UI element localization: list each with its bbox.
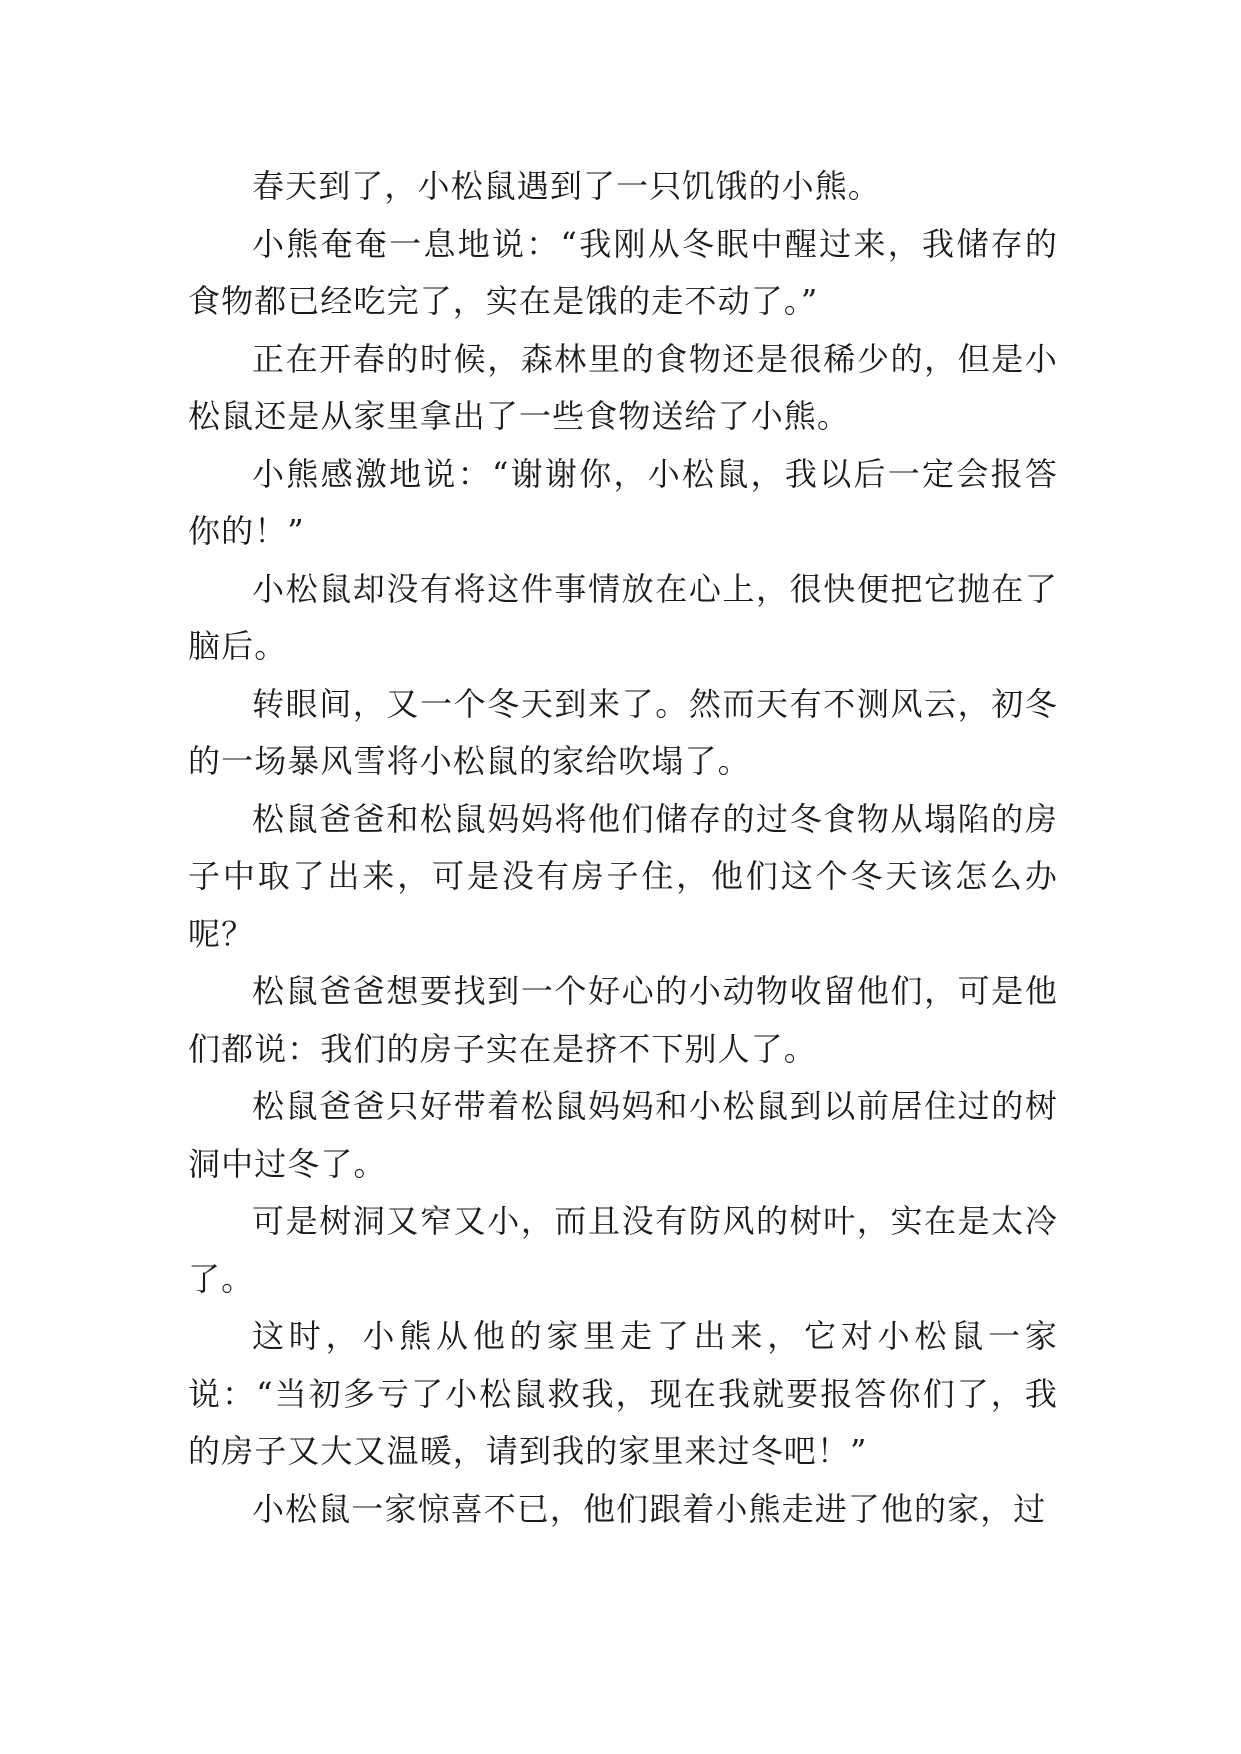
paragraph-12: 小松鼠一家惊喜不已，他们跟着小熊走进了他的家，过	[252, 1489, 1047, 1528]
paragraph-11: 这时，小熊从他的家里走了出来，它对小松鼠一家说：“当初多亏了小松鼠救我，现在我就要报答你们了，我的房子又大又温暖，请到我的家里来过冬吧！”	[188, 1317, 1058, 1470]
paragraph-10: 可是树洞又窄又小，而且没有防风的树叶，实在是太冷了。	[188, 1202, 1058, 1298]
paragraph-8: 松鼠爸爸想要找到一个好心的小动物收留他们，可是他们都说：我们的房子实在是挤不下别人了。	[188, 972, 1058, 1068]
paragraph-3: 正在开春的时候，森林里的食物还是很稀少的，但是小松鼠还是从家里拿出了一些食物送给了小熊。	[188, 339, 1058, 435]
paragraph-6: 转眼间，又一个冬天到来了。然而天有不测风云，初冬的一场暴风雪将小松鼠的家给吹塌了。	[188, 684, 1058, 780]
paragraph-5: 小松鼠却没有将这件事情放在心上，很快便把它抛在了脑后。	[188, 569, 1058, 665]
document-page	[188, 158, 1058, 1538]
paragraph-2: 小熊奄奄一息地说：“我刚从冬眠中醒过来，我储存的食物都已经吃完了，实在是饿的走不动了。”	[188, 224, 1058, 320]
paragraph-7: 松鼠爸爸和松鼠妈妈将他们储存的过冬食物从塌陷的房子中取了出来，可是没有房子住，他们这个冬天该怎么办呢？	[188, 799, 1058, 953]
paragraph-4: 小熊感激地说：“谢谢你，小松鼠，我以后一定会报答你的！”	[188, 454, 1058, 550]
paragraph-1: 春天到了，小松鼠遇到了一只饥饿的小熊。	[252, 167, 881, 205]
paragraph-9: 松鼠爸爸只好带着松鼠妈妈和小松鼠到以前居住过的树洞中过冬了。	[188, 1087, 1058, 1183]
